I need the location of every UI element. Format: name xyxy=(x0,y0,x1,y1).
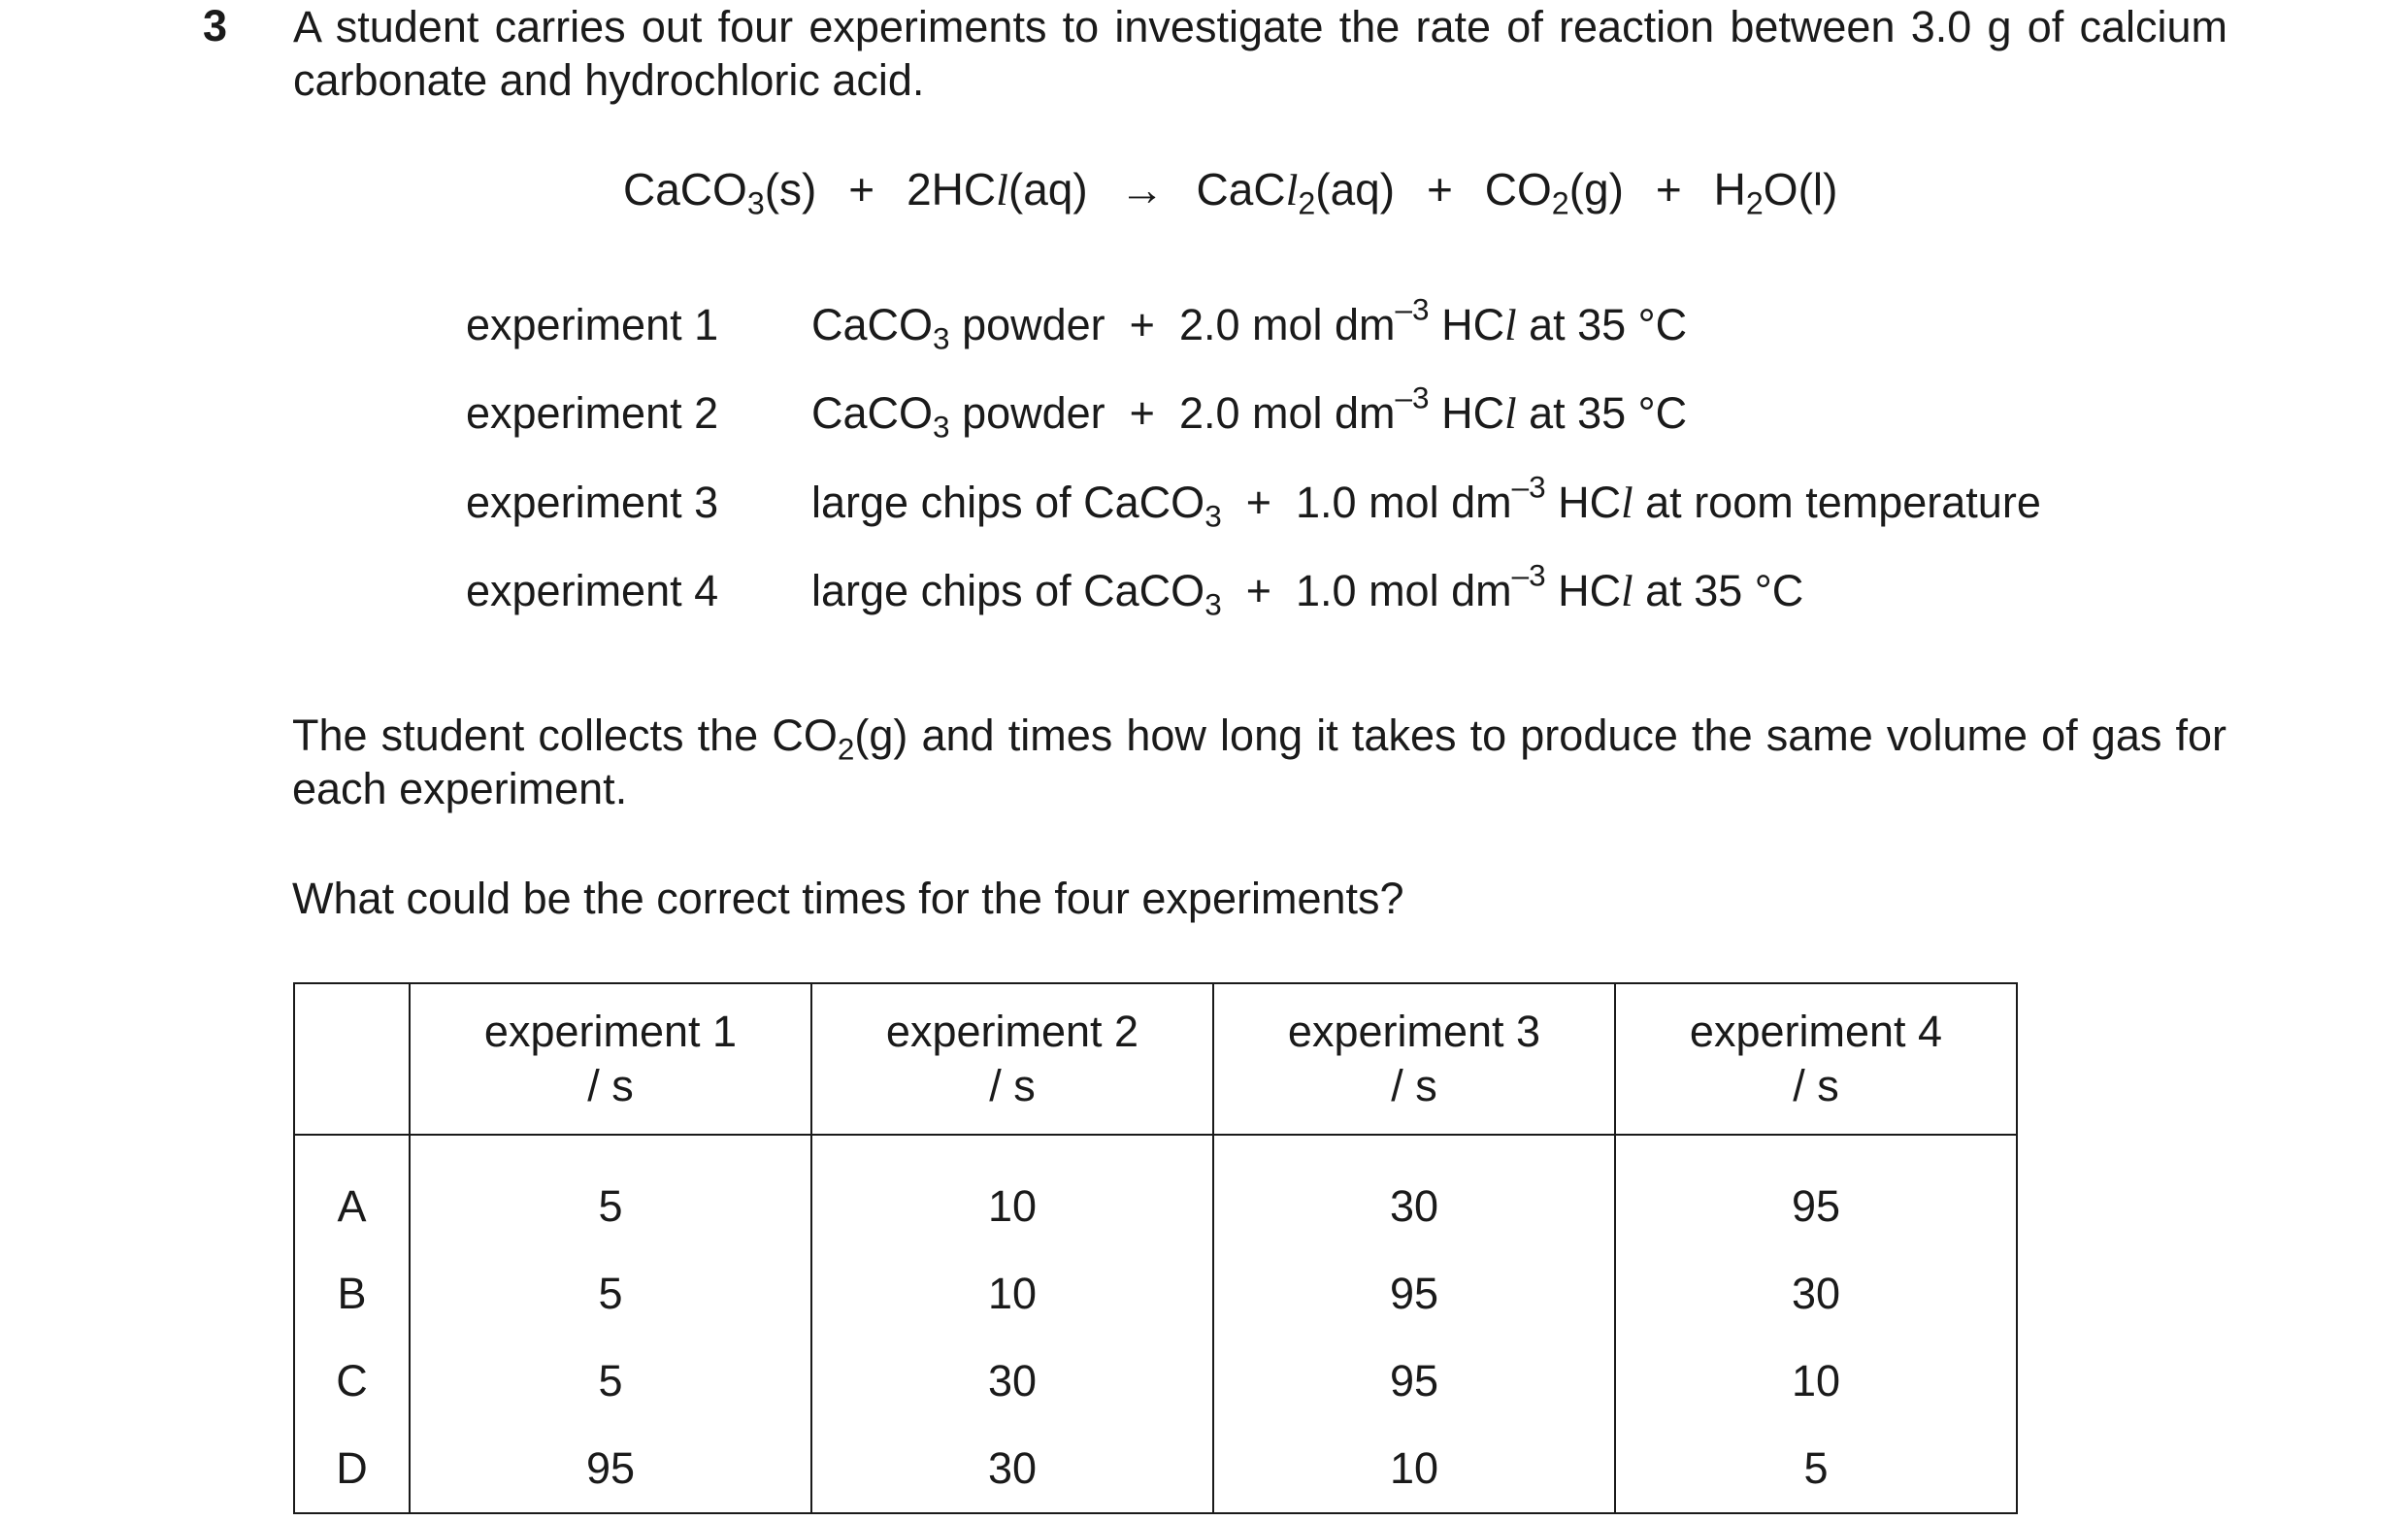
header-2-line2: / s xyxy=(989,1061,1036,1110)
exp3-mid: + 1.0 mol dm xyxy=(1221,478,1512,527)
eq-plus-3: + xyxy=(1655,164,1682,215)
eq-cacl: CaC xyxy=(1196,164,1286,215)
experiment-1-label: experiment 1 xyxy=(466,300,719,349)
header-1-line1: experiment 1 xyxy=(483,1007,738,1056)
eq-co: CO xyxy=(1484,164,1552,215)
exp1-sub: 3 xyxy=(933,320,950,356)
exp3-hcl: HC xyxy=(1545,478,1622,527)
table-cell: 30 xyxy=(1213,1135,1615,1250)
exp2-mid: powder + 2.0 mol dm xyxy=(949,388,1396,438)
exp2-pre: CaCO xyxy=(811,388,934,438)
header-2-line1: experiment 2 xyxy=(885,1007,1139,1056)
experiment-2-label: experiment 2 xyxy=(466,388,719,438)
collects-sub: 2 xyxy=(837,731,855,767)
eq-cacl-l: l xyxy=(1285,165,1299,215)
answer-table xyxy=(293,982,2018,1514)
header-4-line2: / s xyxy=(1793,1061,1839,1110)
eq-arrow: → xyxy=(1119,164,1165,215)
eq-state-g: (g) xyxy=(1568,164,1624,215)
exp3-post: at room temperature xyxy=(1633,478,2041,527)
exp4-sup: –3 xyxy=(1511,557,1546,593)
exp4-mid: + 1.0 mol dm xyxy=(1221,566,1512,615)
eq-hcl-l: l xyxy=(996,165,1008,215)
collection-statement xyxy=(292,709,2227,815)
eq-caco3-sub: 3 xyxy=(746,185,765,221)
experiment-3-conditions xyxy=(811,469,2041,534)
eq-cacl-sub: 2 xyxy=(1298,185,1316,221)
exp3-sup: –3 xyxy=(1511,469,1546,505)
exp3-sub: 3 xyxy=(1204,498,1222,534)
exp2-sup: –3 xyxy=(1395,380,1430,415)
eq-o-state: O(l) xyxy=(1763,164,1838,215)
exp2-hcl: HC xyxy=(1429,388,1505,438)
experiment-4-conditions xyxy=(811,557,1804,622)
table-cell: 95 xyxy=(1213,1338,1615,1425)
exp1-mid: powder + 2.0 mol dm xyxy=(949,300,1396,349)
header-4-line1: experiment 4 xyxy=(1689,1007,1943,1056)
table-row xyxy=(294,1338,2017,1425)
exp3-pre: large chips of CaCO xyxy=(811,478,1205,527)
eq-plus-1: + xyxy=(848,164,875,215)
exp4-pre: large chips of CaCO xyxy=(811,566,1205,615)
exp4-sub: 3 xyxy=(1204,586,1222,622)
eq-state-s: (s) xyxy=(764,164,817,215)
table-cell: 95 xyxy=(410,1425,811,1513)
table-cell: 5 xyxy=(410,1135,811,1250)
eq-h-sub: 2 xyxy=(1745,185,1764,221)
eq-aq-2: (aq) xyxy=(1315,164,1396,215)
header-experiment-4 xyxy=(1615,983,2017,1135)
exp2-sub: 3 xyxy=(933,409,950,445)
option-label[interactable]: C xyxy=(294,1338,410,1425)
option-label[interactable]: D xyxy=(294,1425,410,1513)
question-number: 3 xyxy=(203,1,228,50)
question-prompt: What could be the correct times for the four experiments? xyxy=(292,874,1404,923)
exp1-post: at 35 °C xyxy=(1516,300,1688,349)
table-cell: 10 xyxy=(1615,1338,2017,1425)
experiment-4-label: experiment 4 xyxy=(466,566,719,615)
table-cell: 5 xyxy=(1615,1425,2017,1513)
reaction-equation xyxy=(623,163,1838,221)
table-cell: 5 xyxy=(410,1338,811,1425)
header-experiment-3 xyxy=(1213,983,1615,1135)
exp4-l: l xyxy=(1621,567,1633,615)
eq-hcl: 2HC xyxy=(907,164,997,215)
table-cell: 30 xyxy=(1615,1250,2017,1338)
exp1-sup: –3 xyxy=(1395,291,1430,327)
header-blank-cell xyxy=(294,983,410,1135)
exp4-hcl: HC xyxy=(1545,566,1622,615)
eq-caco3: CaCO xyxy=(623,164,747,215)
exp3-l: l xyxy=(1621,479,1633,527)
experiment-3-label: experiment 3 xyxy=(466,478,719,527)
header-3-line1: experiment 3 xyxy=(1287,1007,1541,1056)
table-header-row xyxy=(294,983,2017,1135)
option-label[interactable]: A xyxy=(294,1135,410,1250)
header-1-line2: / s xyxy=(587,1061,634,1110)
table-cell: 95 xyxy=(1213,1250,1615,1338)
header-experiment-2 xyxy=(811,983,1213,1135)
eq-plus-2: + xyxy=(1427,164,1453,215)
experiment-1-conditions xyxy=(811,291,1688,356)
table-cell: 5 xyxy=(410,1250,811,1338)
exp1-l: l xyxy=(1504,301,1517,349)
table-cell: 95 xyxy=(1615,1135,2017,1250)
table-row xyxy=(294,1250,2017,1338)
exp1-hcl: HC xyxy=(1429,300,1505,349)
exp2-l: l xyxy=(1504,389,1517,438)
table-cell: 30 xyxy=(811,1338,1213,1425)
table-cell: 10 xyxy=(811,1250,1213,1338)
table-cell: 30 xyxy=(811,1425,1213,1513)
table-cell: 10 xyxy=(1213,1425,1615,1513)
collects-post: (g) and times how long it takes to produce the same volume of gas for each experiment. xyxy=(292,711,2227,813)
eq-co-sub: 2 xyxy=(1551,185,1569,221)
exp2-post: at 35 °C xyxy=(1516,388,1688,438)
collects-pre: The student collects the CO xyxy=(292,711,838,760)
table-cell: 10 xyxy=(811,1135,1213,1250)
eq-aq-1: (aq) xyxy=(1007,164,1088,215)
table-row xyxy=(294,1135,2017,1250)
question-intro: A student carries out four experiments to investigate the rate of reaction between 3.0 g of calcium carbonate and hydrochloric acid. xyxy=(293,2,2227,105)
table-row xyxy=(294,1425,2017,1513)
eq-h: H xyxy=(1713,164,1746,215)
exp1-pre: CaCO xyxy=(811,300,934,349)
header-3-line2: / s xyxy=(1391,1061,1437,1110)
experiment-2-conditions xyxy=(811,380,1688,445)
option-label[interactable]: B xyxy=(294,1250,410,1338)
header-experiment-1 xyxy=(410,983,811,1135)
exp4-post: at 35 °C xyxy=(1633,566,1804,615)
